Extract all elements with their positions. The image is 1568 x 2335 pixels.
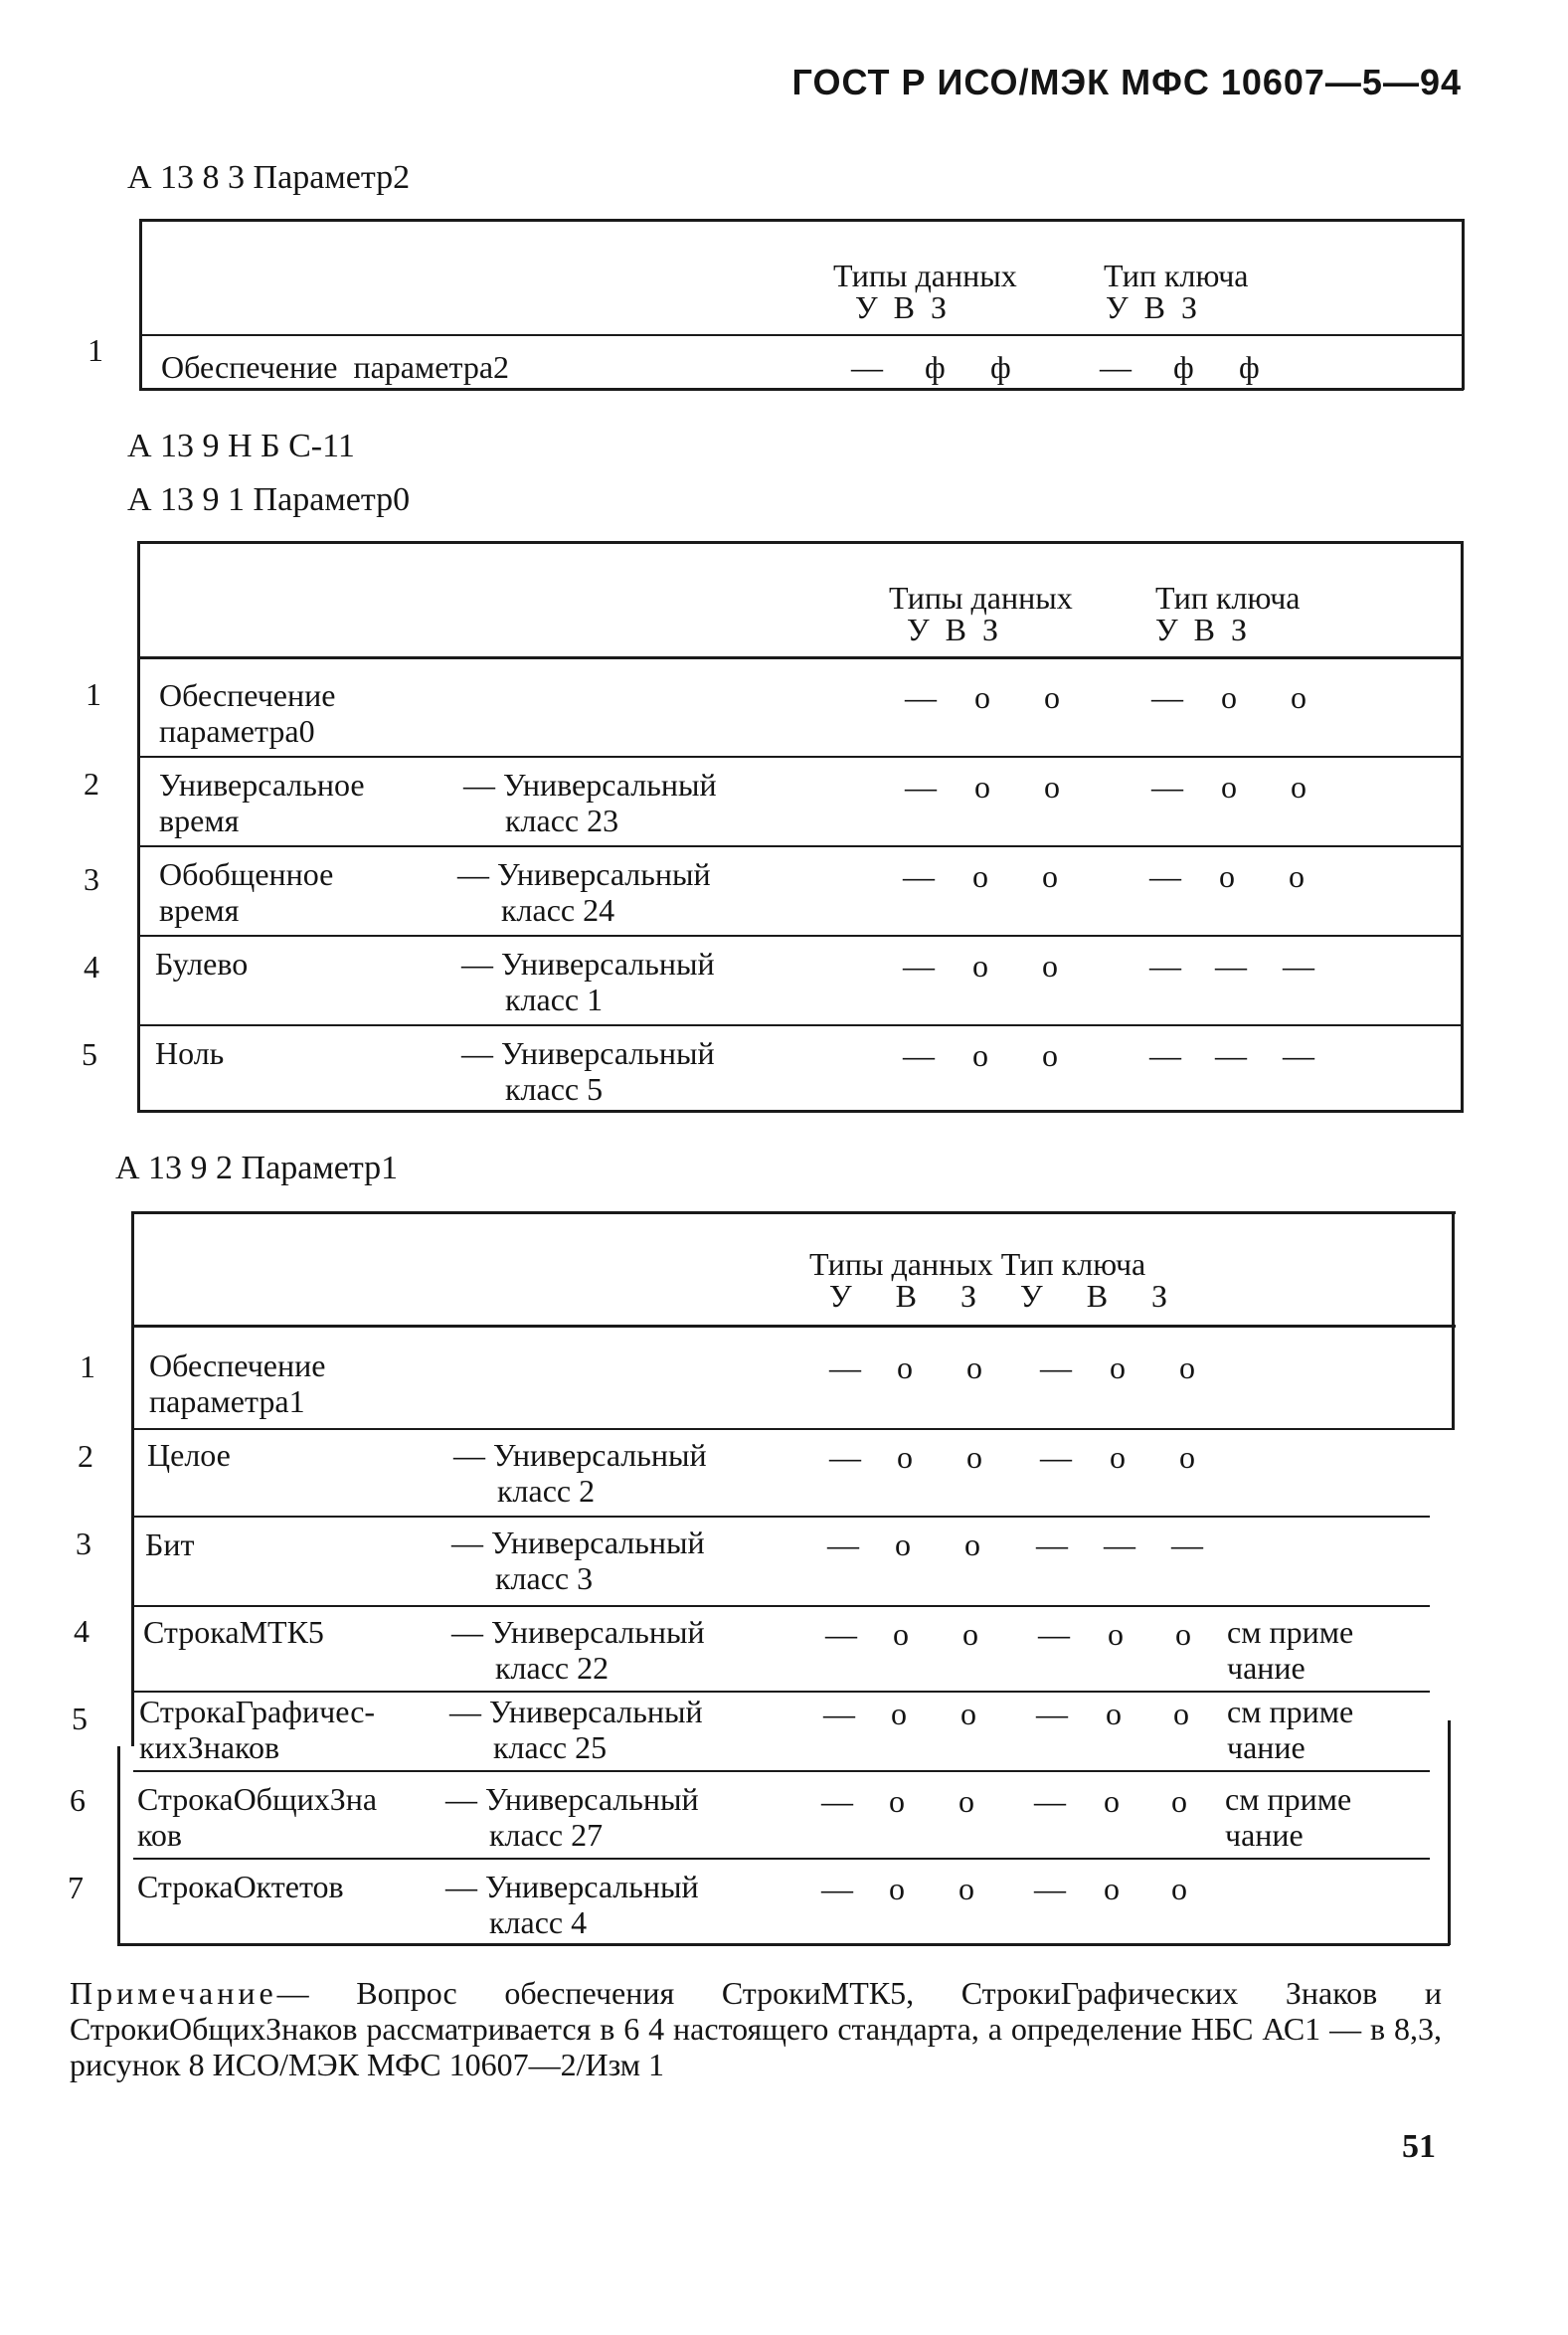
document-header: ГОСТ Р ИСО/МЭК МФС 10607—5—94	[791, 62, 1462, 102]
val: —	[1040, 1439, 1072, 1475]
row-number: 5	[82, 1036, 97, 1072]
note-label: Примечание	[70, 1975, 277, 2011]
col-head-types: Типы данных Тип ключа	[809, 1246, 1146, 1282]
row-number: 4	[84, 949, 99, 985]
row-class-cont: класс 4	[489, 1904, 588, 1940]
col-subhead-types: У В З У В З	[829, 1278, 1168, 1314]
row-number: 1	[80, 1348, 95, 1384]
row-name: Обеспечение параметра2	[161, 349, 510, 385]
col-head-data-types: Типы данных	[889, 580, 1073, 616]
row-class-cont: класс 25	[493, 1729, 608, 1765]
val: о	[897, 1349, 913, 1385]
row-class: — Универсальный	[461, 1035, 715, 1071]
val: о	[895, 1527, 911, 1562]
val: —	[1151, 769, 1183, 805]
row-class-cont: класс 2	[497, 1473, 596, 1509]
val: о	[1110, 1439, 1126, 1475]
row-class: — Универсальный	[457, 856, 711, 892]
page-number: 51	[1402, 2128, 1436, 2165]
val: —	[1149, 948, 1181, 984]
row-note: см приме	[1225, 1781, 1352, 1817]
val: —	[905, 769, 937, 805]
row-number: 1	[87, 332, 103, 368]
val: —	[1040, 1349, 1072, 1385]
section-title-parametr1: А 13 9 2 Параметр1	[115, 1150, 399, 1186]
row-name-cont: время	[159, 892, 240, 928]
val: —	[1171, 1527, 1203, 1562]
row-class: — Универсальный	[453, 1437, 707, 1473]
val: о	[1221, 769, 1237, 805]
val: о	[1289, 858, 1305, 894]
row-class-cont: класс 1	[505, 982, 604, 1017]
row-class: — Универсальный	[463, 767, 717, 803]
row-name-cont: кихЗнаков	[139, 1729, 280, 1765]
val: —	[1034, 1871, 1066, 1906]
val: о	[893, 1616, 909, 1652]
row-number: 1	[86, 676, 101, 712]
val: —	[1038, 1616, 1070, 1652]
row-name: Булево	[155, 946, 249, 982]
val: о	[972, 1037, 988, 1073]
row-class-cont: класс 23	[505, 803, 619, 838]
row-class-cont: класс 3	[495, 1560, 594, 1596]
section-title-parametr2: А 13 8 3 Параметр2	[127, 159, 411, 196]
val: —	[1283, 1037, 1314, 1073]
row-name-cont: ков	[137, 1817, 183, 1853]
val: о	[966, 1439, 982, 1475]
val: о	[1110, 1349, 1126, 1385]
row-class: — Универсальный	[451, 1525, 705, 1560]
val: —	[903, 858, 935, 894]
section-title-parametr0: А 13 9 1 Параметр0	[127, 481, 411, 518]
val: о	[974, 679, 990, 715]
row-class-cont: класс 24	[501, 892, 615, 928]
row-name: Обеспечение	[149, 1347, 326, 1383]
val: —	[823, 1696, 855, 1731]
row-number: 6	[70, 1782, 86, 1818]
val: о	[897, 1439, 913, 1475]
val: —	[1100, 349, 1132, 385]
val: —	[1149, 1037, 1181, 1073]
row-name: Универсальное	[159, 767, 365, 803]
val: о	[891, 1696, 907, 1731]
row-note-cont: чание	[1225, 1817, 1304, 1853]
row-note-cont: чание	[1227, 1729, 1306, 1765]
val: о	[962, 1616, 978, 1652]
val: —	[1151, 679, 1183, 715]
val: о	[1291, 679, 1307, 715]
row-class-cont: класс 5	[505, 1071, 604, 1107]
val: —	[851, 349, 883, 385]
row-number: 2	[84, 766, 99, 802]
row-note-cont: чание	[1227, 1650, 1306, 1686]
val: —	[905, 679, 937, 715]
row-name: Обобщенное	[159, 856, 334, 892]
val: —	[1149, 858, 1181, 894]
val: —	[903, 948, 935, 984]
row-class: — Универсальный	[461, 946, 715, 982]
val: —	[1036, 1527, 1068, 1562]
row-name: Бит	[145, 1527, 195, 1562]
col-head-key-type: Тип ключа	[1155, 580, 1301, 616]
val: —	[1215, 1037, 1247, 1073]
row-number: 3	[76, 1526, 91, 1561]
val: о	[1175, 1616, 1191, 1652]
row-class: — Универсальный	[445, 1869, 699, 1904]
row-name-cont: параметра1	[149, 1383, 305, 1419]
val: о	[1104, 1871, 1120, 1906]
val: о	[1044, 679, 1060, 715]
val: ф	[990, 349, 1011, 385]
val: о	[1108, 1616, 1124, 1652]
val: о	[972, 948, 988, 984]
val: о	[972, 858, 988, 894]
row-class-cont: класс 27	[489, 1817, 604, 1853]
row-name: СтрокаОбщихЗна	[137, 1781, 378, 1817]
val: ф	[1173, 349, 1194, 385]
col-subhead-key-type: У В З	[1155, 612, 1248, 647]
val: о	[1171, 1783, 1187, 1819]
row-note: см приме	[1227, 1614, 1354, 1650]
row-name: СтрокаГрафичес-	[139, 1694, 376, 1729]
val: о	[974, 769, 990, 805]
val: —	[1104, 1527, 1135, 1562]
val: о	[1044, 769, 1060, 805]
row-name: СтрокаМТК5	[143, 1614, 324, 1650]
row-number: 2	[78, 1438, 93, 1474]
val: о	[1106, 1696, 1122, 1731]
row-class: — Универсальный	[451, 1614, 705, 1650]
row-note: см приме	[1227, 1694, 1354, 1729]
val: о	[1221, 679, 1237, 715]
col-head-data-types: Типы данных	[833, 258, 1017, 293]
row-class-cont: класс 22	[495, 1650, 610, 1686]
val: о	[889, 1871, 905, 1906]
row-number: 4	[74, 1613, 89, 1649]
note-text: — Вопрос обеспечения СтрокиМТК5, СтрокиГрафических Знаков и СтрокиОбщихЗнаков рассматривается в 6 4 настоящего стандарта, а определение НБС АС1 — в 8,3, рисунок 8 ИСО/МЭК МФС 10607—2/Изм 1	[70, 1975, 1442, 2082]
col-subhead-data-types: У В З	[907, 612, 999, 647]
val: —	[829, 1349, 861, 1385]
val: —	[903, 1037, 935, 1073]
col-subhead-data-types: У В З	[855, 289, 948, 325]
row-number: 3	[84, 861, 99, 897]
val: —	[825, 1616, 857, 1652]
val: о	[889, 1783, 905, 1819]
val: о	[1173, 1696, 1189, 1731]
val: о	[1291, 769, 1307, 805]
note-paragraph	[70, 1975, 1442, 2082]
val: о	[1219, 858, 1235, 894]
row-class: — Универсальный	[445, 1781, 699, 1817]
val: о	[958, 1871, 974, 1906]
val: о	[960, 1696, 976, 1731]
val: о	[1042, 858, 1058, 894]
val: —	[1036, 1696, 1068, 1731]
val: о	[964, 1527, 980, 1562]
val: —	[1034, 1783, 1066, 1819]
val: о	[1179, 1439, 1195, 1475]
val: —	[821, 1783, 853, 1819]
col-head-key-type: Тип ключа	[1104, 258, 1249, 293]
val: о	[1179, 1349, 1195, 1385]
val: ф	[925, 349, 946, 385]
row-name: СтрокаОктетов	[137, 1869, 344, 1904]
val: о	[1042, 948, 1058, 984]
val: —	[829, 1439, 861, 1475]
val: —	[821, 1871, 853, 1906]
row-name: Ноль	[155, 1035, 225, 1071]
val: о	[1171, 1871, 1187, 1906]
row-class: — Универсальный	[449, 1694, 703, 1729]
row-number: 5	[72, 1701, 87, 1736]
val: —	[1215, 948, 1247, 984]
val: о	[958, 1783, 974, 1819]
val: о	[966, 1349, 982, 1385]
val: о	[1042, 1037, 1058, 1073]
col-subhead-key-type: У В З	[1106, 289, 1198, 325]
row-name-cont: время	[159, 803, 240, 838]
val: о	[1104, 1783, 1120, 1819]
section-title-nbs: А 13 9 Н Б С-11	[127, 428, 355, 464]
val: —	[827, 1527, 859, 1562]
row-name: Целое	[147, 1437, 231, 1473]
row-name-cont: параметра0	[159, 713, 315, 749]
row-number: 7	[68, 1870, 84, 1905]
val: ф	[1239, 349, 1260, 385]
val: —	[1283, 948, 1314, 984]
row-name: Обеспечение	[159, 677, 336, 713]
